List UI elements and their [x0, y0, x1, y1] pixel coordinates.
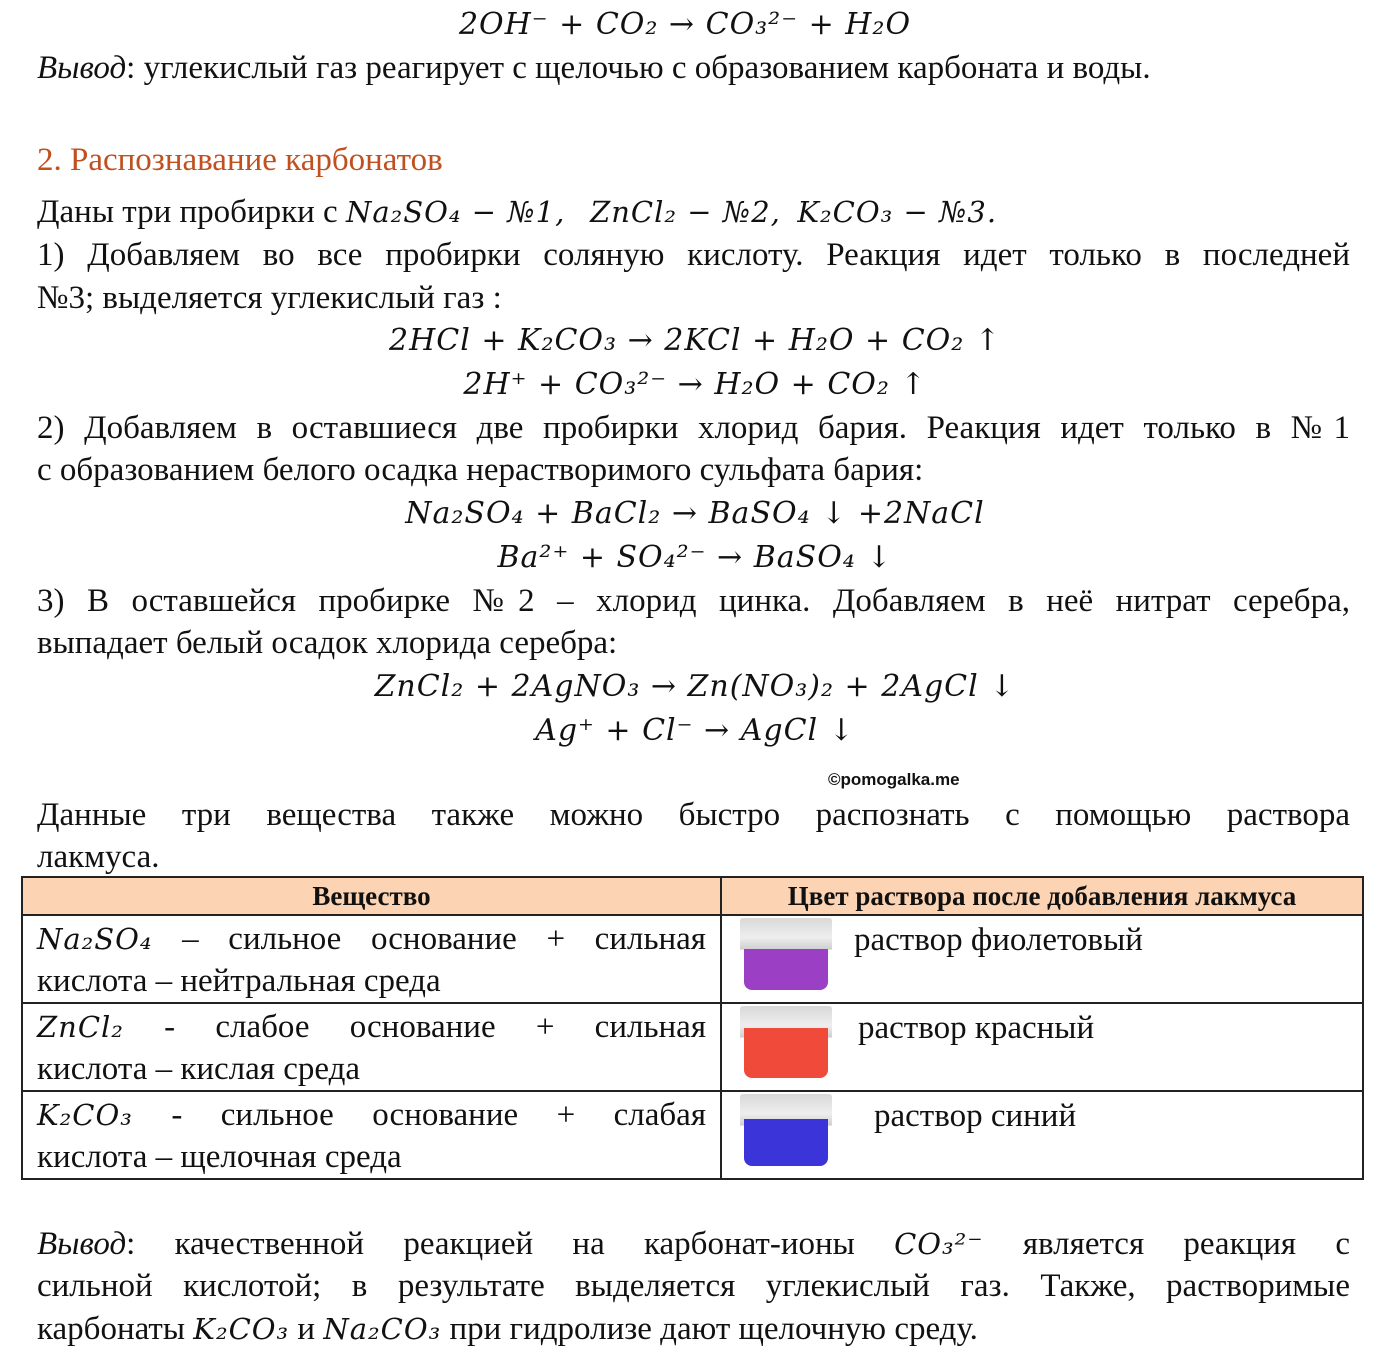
conclusion-text: при гидролизе дают щелочную среду.	[441, 1311, 978, 1347]
substance-cell	[22, 1003, 721, 1091]
carbonate-ion: CO₃²⁻	[894, 1227, 984, 1261]
beaker-red-image	[740, 1006, 832, 1084]
conclusion-text: : углекислый газ реагирует с щелочью с образованием карбоната и воды.	[126, 50, 1151, 86]
step-3-line-2: выпадает белый осадок хлорида серебра:	[37, 625, 618, 661]
substance-line-2: кислота – щелочная среда	[37, 1139, 402, 1175]
step-2-line-1: 2) Добавляем в оставшиеся две пробирки хлорид бария. Реакция идет только в №1	[37, 410, 1350, 446]
liquid-violet	[744, 949, 828, 990]
table-row	[22, 1003, 1363, 1091]
tube-1: Na₂SO₄ − №1,	[345, 195, 566, 229]
substance-desc: - сильное основание + слабая	[132, 1097, 706, 1133]
header-color: Цвет раствора после добавления лакмуса	[721, 877, 1363, 915]
substance-desc: - слабое основание + сильная	[123, 1009, 706, 1045]
conclusion-label: Вывод	[37, 1226, 127, 1262]
conclusion-text: карбонаты	[37, 1311, 194, 1347]
table-header-row	[22, 877, 1363, 915]
equation-1b: 2H⁺ + CO₃²⁻ → H₂O + CO₂ ↑	[463, 367, 927, 402]
color-result: раствор фиолетовый	[854, 922, 1143, 958]
color-result: раствор синий	[874, 1098, 1077, 1134]
substance-desc: – сильное основание + сильная	[152, 921, 706, 957]
substance-formula: K₂CO₃	[37, 1098, 133, 1132]
equation-3a: ZnCl₂ + 2AgNO₃ → Zn(NO₃)₂ + 2AgCl ↓	[374, 669, 1016, 704]
substance-line-1	[37, 1094, 706, 1136]
intro-prefix: Даны три пробирки с	[37, 194, 346, 230]
equation-1a: 2HCl + K₂CO₃ → 2KCl + H₂O + CO₂ ↑	[389, 323, 1001, 358]
liquid-blue	[744, 1119, 828, 1166]
step-2-line-2: с образованием белого осадка нерастворимого сульфата бария:	[37, 452, 924, 488]
table-row	[22, 1091, 1363, 1179]
color-cell	[721, 1091, 1363, 1179]
tube-3: K₂CO₃ − №3.	[797, 195, 998, 229]
formula-na2co3: Na₂CO₃	[323, 1312, 442, 1346]
intro-line	[37, 191, 1350, 233]
conclusion-1	[37, 47, 1350, 89]
conclusion-2-line-2: сильной кислотой; в результате выделяется углекислый газ. Также, растворимые	[37, 1268, 1350, 1304]
color-cell	[721, 915, 1363, 1003]
color-cell	[721, 1003, 1363, 1091]
substance-line-1	[37, 918, 706, 960]
conclusion-2-line-1	[37, 1223, 1350, 1265]
substance-cell	[22, 915, 721, 1003]
equation-text: 2OH⁻ + CO₂ → CO₃²⁻ + H₂O	[458, 7, 912, 42]
substance-line-2: кислота – кислая среда	[37, 1051, 361, 1087]
conclusion-2-line-3	[37, 1308, 1350, 1350]
section-title: 2. Распознавание карбонатов	[37, 142, 443, 178]
substance-line-1	[37, 1006, 706, 1048]
step-1-line-2: №3; выделяется углекислый газ :	[37, 280, 502, 316]
litmus-table	[21, 876, 1364, 1180]
color-result: раствор красный	[858, 1010, 1095, 1046]
liquid-red	[744, 1028, 828, 1078]
header-substance: Вещество	[22, 877, 721, 915]
substance-cell	[22, 1091, 721, 1179]
table-row	[22, 915, 1363, 1003]
substance-line-2: кислота – нейтральная среда	[37, 963, 441, 999]
conclusion-text: : качественной реакцией на карбонат-ионы	[126, 1226, 895, 1262]
equation-carbonate-formation	[0, 4, 1380, 46]
conclusion-text: является реакция с	[983, 1226, 1350, 1262]
step-1-line-1: 1) Добавляем во все пробирки соляную кислоту. Реакция идет только в последней	[37, 237, 1350, 273]
formula-k2co3: K₂CO₃	[193, 1312, 290, 1346]
equation-2b: Ba²⁺ + SO₄²⁻ → BaSO₄ ↓	[497, 540, 893, 575]
litmus-intro-line-1: Данные три вещества также можно быстро распознать с помощью раствора	[37, 797, 1350, 833]
equation-2a: Na₂SO₄ + BaCl₂ → BaSO₄ ↓ +2NaCl	[405, 496, 985, 531]
beaker-violet-image	[740, 918, 832, 996]
step-3-line-1: 3) В оставшейся пробирке №2 – хлорид цинка. Добавляем в неё нитрат серебра,	[37, 583, 1350, 619]
substance-formula: Na₂SO₄	[37, 922, 153, 956]
beaker-blue-image	[740, 1094, 832, 1172]
tube-2: ZnCl₂ − №2,	[590, 195, 781, 229]
litmus-intro-line-2: лакмуса.	[37, 839, 160, 875]
watermark: ©pomogalka.me	[828, 770, 960, 789]
conclusion-text: и	[289, 1311, 324, 1347]
substance-formula: ZnCl₂	[37, 1010, 124, 1044]
equation-3b: Ag⁺ + Cl⁻ → AgCl ↓	[535, 713, 855, 748]
conclusion-label: Вывод	[37, 50, 127, 86]
